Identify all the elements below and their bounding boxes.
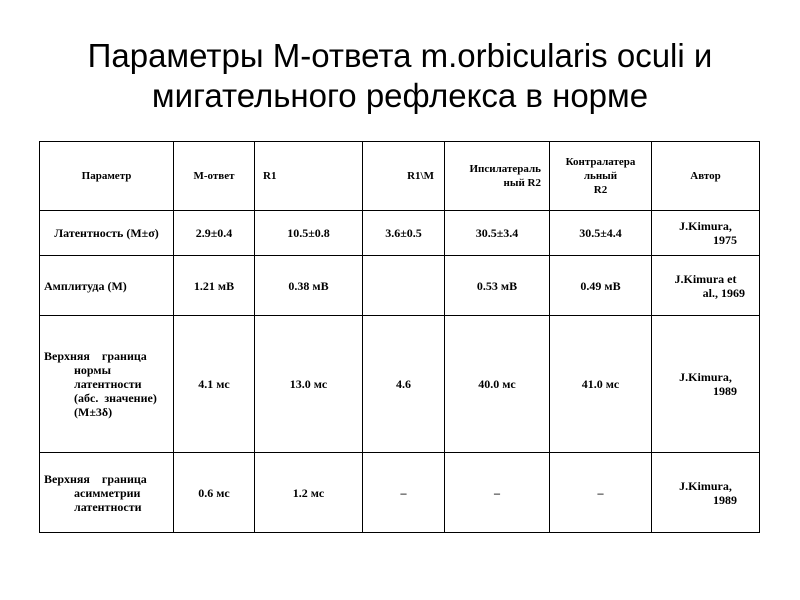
cell-parameter: Латентность (M±σ): [40, 211, 174, 256]
cell-r1-m: –: [363, 453, 445, 533]
table-header-row: [40, 142, 760, 211]
cell-author: [652, 211, 760, 256]
cell-ipsilateral: –: [445, 453, 550, 533]
cell-r1-m: [363, 256, 445, 316]
header-m-response: М-ответ: [174, 142, 255, 211]
cell-m-response: 0.6 мс: [174, 453, 255, 533]
cell-ipsilateral: 0.53 мВ: [445, 256, 550, 316]
parameters-table: [39, 141, 760, 533]
cell-contralateral: 41.0 мс: [550, 316, 652, 453]
param-line1: Верхняя граница: [44, 471, 147, 486]
param-line2: асимметрии: [74, 485, 141, 500]
header-contralateral-r2: [550, 142, 652, 211]
param-line4: (абс. значение): [74, 391, 157, 405]
author-line2: 1975: [713, 233, 737, 247]
param-line5: (M±3δ): [74, 405, 113, 419]
header-contralateral-line1: Контралатера: [565, 156, 636, 168]
cell-parameter: Амплитуда (M): [40, 256, 174, 316]
author-line2: 1989: [713, 384, 737, 398]
header-ipsilateral-line2: ный R2: [503, 177, 541, 189]
table-row: [40, 453, 760, 533]
cell-author: [652, 316, 760, 453]
author-line2: 1989: [713, 492, 737, 507]
cell-author: [652, 453, 760, 533]
header-contralateral-line2: льный: [583, 170, 618, 182]
cell-author: [652, 256, 760, 316]
header-ipsilateral-line1: Ипсилатераль: [469, 163, 541, 175]
param-line2: нормы: [74, 363, 111, 377]
author-line1: J.Kimura,: [679, 370, 732, 384]
author-line1: J.Kimura et: [674, 271, 737, 286]
cell-r1-m: 4.6: [363, 316, 445, 453]
slide-title: [0, 36, 800, 116]
header-author: Автор: [652, 142, 760, 211]
param-line3: латентности: [74, 377, 142, 391]
cell-r1: 10.5±0.8: [255, 211, 363, 256]
header-ipsilateral-r2: [445, 142, 550, 211]
cell-r1: 13.0 мс: [255, 316, 363, 453]
cell-contralateral: 30.5±4.4: [550, 211, 652, 256]
cell-ipsilateral: 30.5±3.4: [445, 211, 550, 256]
cell-r1: 1.2 мс: [255, 453, 363, 533]
cell-m-response: 2.9±0.4: [174, 211, 255, 256]
table-row: [40, 256, 760, 316]
cell-contralateral: 0.49 мВ: [550, 256, 652, 316]
cell-r1-m: 3.6±0.5: [363, 211, 445, 256]
header-parameter: Параметр: [40, 142, 174, 211]
title-line-1: Параметры М-ответа m.orbicularis oculi и: [87, 37, 713, 74]
table-row: [40, 211, 760, 256]
header-r1-m: R1\M: [363, 142, 445, 211]
title-line-2: мигательного рефлекса в норме: [151, 77, 649, 114]
cell-contralateral: –: [550, 453, 652, 533]
author-line1: J.Kimura,: [679, 478, 732, 493]
author-line2: al., 1969: [702, 285, 745, 300]
cell-m-response: 4.1 мс: [174, 316, 255, 453]
param-line3: латентности: [74, 499, 142, 514]
cell-parameter: [40, 316, 174, 453]
cell-parameter: [40, 453, 174, 533]
cell-m-response: 1.21 мВ: [174, 256, 255, 316]
header-contralateral-line3: R2: [593, 184, 608, 196]
author-line1: J.Kimura,: [679, 219, 732, 233]
param-line1: Верхняя граница: [44, 349, 147, 363]
cell-r1: 0.38 мВ: [255, 256, 363, 316]
table-row: [40, 316, 760, 453]
header-r1: R1: [255, 142, 363, 211]
cell-ipsilateral: 40.0 мс: [445, 316, 550, 453]
